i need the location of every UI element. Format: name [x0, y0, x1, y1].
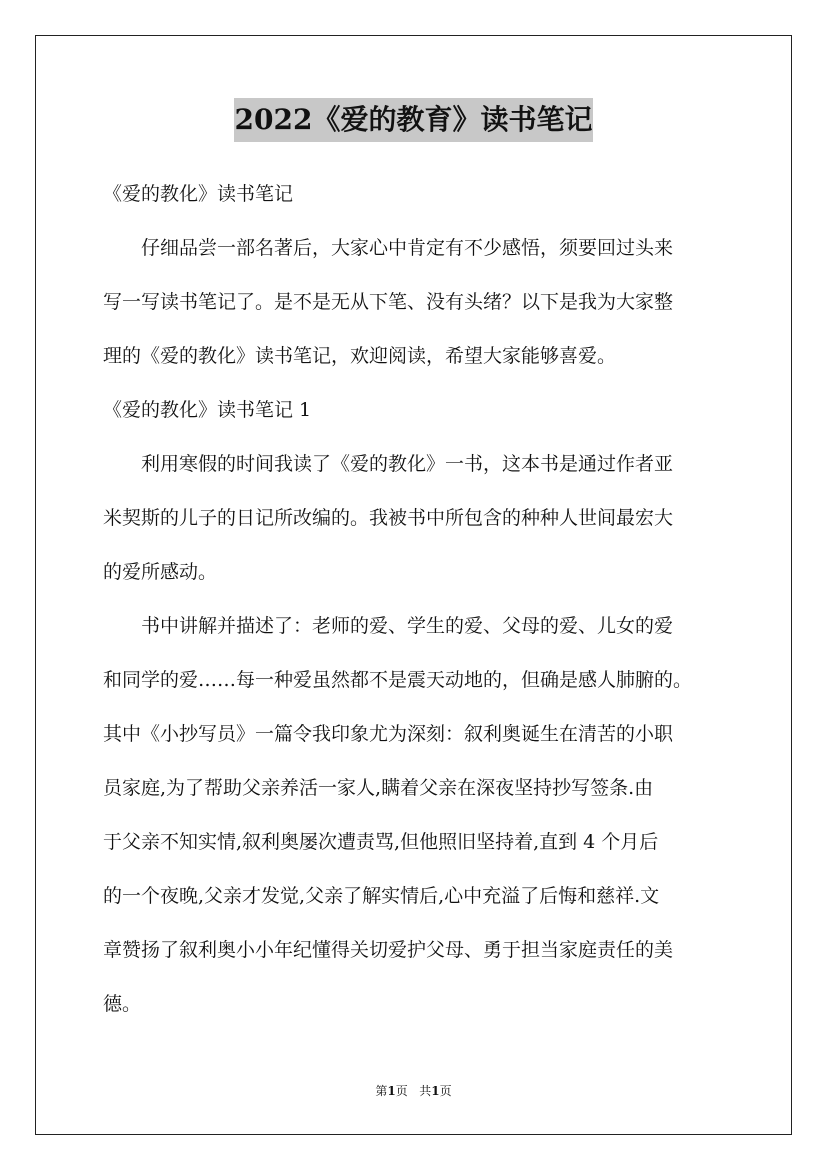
para2-line-6: 的一个夜晚,父亲才发觉,父亲了解实情后,心中充溢了后悔和慈祥.文 — [103, 885, 660, 907]
intro-line-1: 仔细品尝一部名著后，大家心中肯定有不少感悟，须要回过头来 — [141, 237, 674, 259]
section-heading: 《爱的教化》读书笔记 1 — [103, 399, 312, 421]
para1-line-2: 米契斯的儿子的日记所改编的。我被书中所包含的种种人世间最宏大 — [103, 507, 674, 529]
footer-mid: 页 共 — [395, 1084, 432, 1098]
para2-line-8: 德。 — [103, 993, 142, 1015]
para2-line-5: 于父亲不知实情,叙利奥屡次遭责骂,但他照旧坚持着,直到 4 个月后 — [103, 831, 659, 853]
footer-prefix: 第 — [375, 1084, 388, 1098]
intro-line-2: 写一写读书笔记了。是不是无从下笔、没有头绪？以下是我为大家整 — [103, 291, 674, 313]
footer-current-page: 1 — [387, 1084, 396, 1098]
footer-suffix: 页 — [439, 1084, 452, 1098]
document-title: 2022《爱的教育》读书笔记 — [234, 98, 594, 142]
title-container — [0, 98, 827, 142]
intro-line-3: 理的《爱的教化》读书笔记，欢迎阅读，希望大家能够喜爱。 — [103, 345, 617, 367]
footer-total-pages: 1 — [431, 1084, 440, 1098]
document-heading: 《爱的教化》读书笔记 — [103, 183, 294, 205]
page-footer — [0, 1083, 827, 1099]
para2-line-2: 和同学的爱……每一种爱虽然都不是震天动地的，但确是感人肺腑的。 — [103, 669, 693, 691]
para1-line-1: 利用寒假的时间我读了《爱的教化》一书，这本书是通过作者亚 — [141, 453, 674, 475]
para1-line-3: 的爱所感动。 — [103, 561, 218, 583]
para2-line-1: 书中讲解并描述了：老师的爱、学生的爱、父母的爱、儿女的爱 — [141, 615, 674, 637]
para2-line-4: 员家庭,为了帮助父亲养活一家人,瞒着父亲在深夜坚持抄写签条.由 — [103, 777, 654, 799]
para2-line-7: 章赞扬了叙利奥小小年纪懂得关切爱护父母、勇于担当家庭责任的美 — [103, 939, 674, 961]
para2-line-3: 其中《小抄写员》一篇令我印象尤为深刻：叙利奥诞生在清苦的小职 — [103, 723, 674, 745]
